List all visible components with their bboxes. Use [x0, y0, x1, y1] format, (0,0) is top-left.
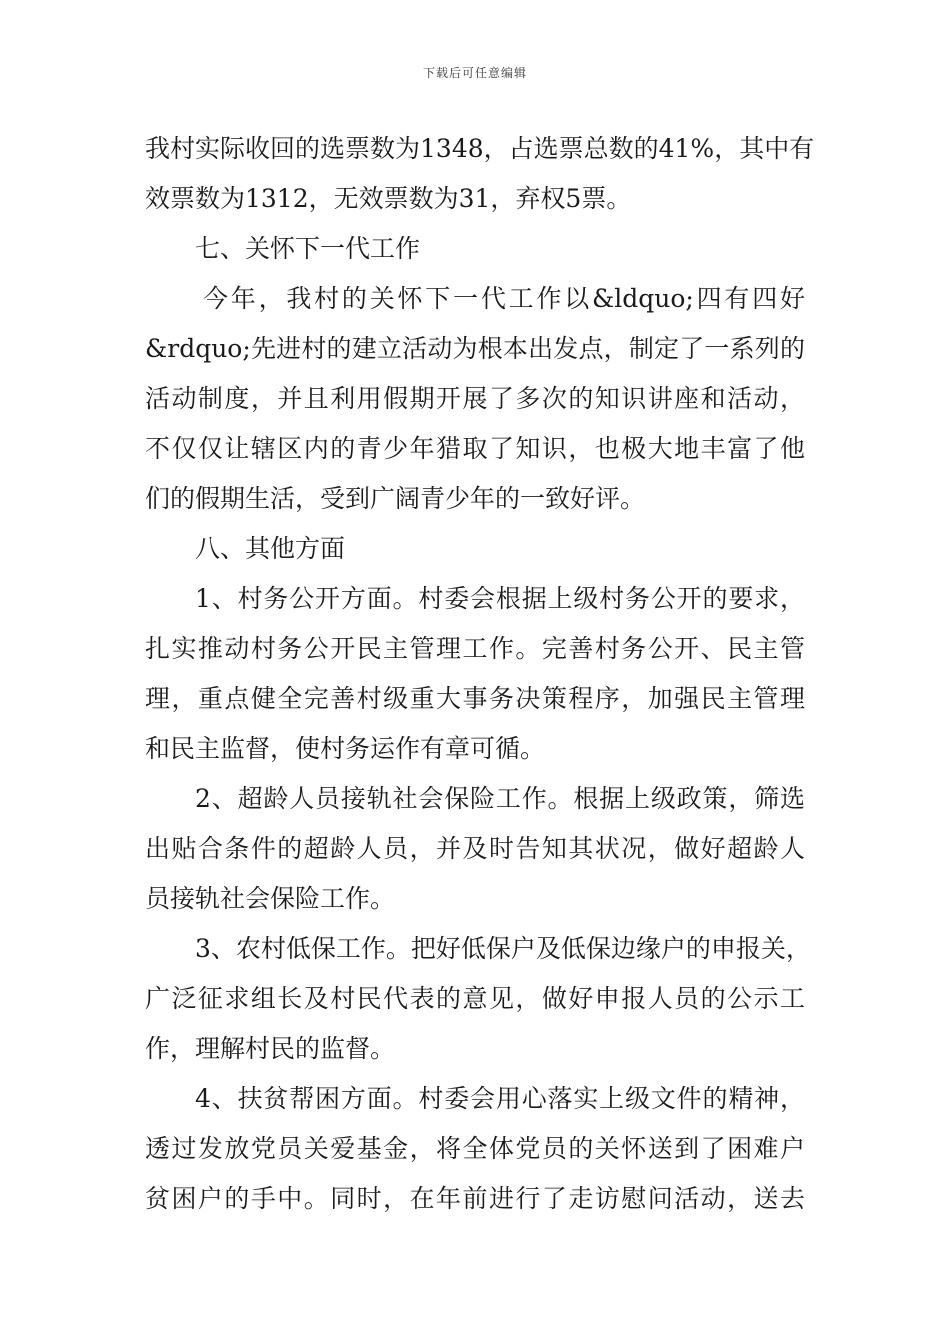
paragraph-line: 1、村务公开方面。村委会根据上级村务公开的要求，: [195, 584, 805, 613]
paragraph-line: 出贴合条件的超龄人员，并及时告知其状况，做好超龄人: [145, 834, 805, 863]
paragraph-line: 今年，我村的关怀下一代工作以&ldquo;四有四好: [203, 284, 805, 313]
paragraph-line: 理，重点健全完善村级重大事务决策程序，加强民主管理: [145, 684, 805, 713]
paragraph-line: &rdquo;先进村的建立活动为根本出发点，制定了一系列的: [145, 334, 805, 363]
paragraph-line: 员接轨社会保险工作。: [145, 884, 396, 913]
page-header-note: 下载后可任意编辑: [422, 66, 527, 80]
paragraph-line: 2、超龄人员接轨社会保险工作。根据上级政策，筛选: [195, 784, 805, 813]
section-heading: 七、关怀下一代工作: [195, 234, 421, 263]
document-body: [145, 124, 815, 1224]
paragraph-line: 3、农村低保工作。把好低保户及低保边缘户的申报关，: [195, 934, 811, 963]
paragraph-line: 广泛征求组长及村民代表的意见，做好申报人员的公示工: [145, 984, 805, 1013]
paragraph-line: 不仅仅让辖区内的青少年猎取了知识，也极大地丰富了他: [145, 434, 805, 463]
paragraph-line: 们的假期生活，受到广阔青少年的一致好评。: [145, 484, 646, 513]
paragraph-line: 和民主监督，使村务运作有章可循。: [145, 734, 546, 763]
paragraph-line: 活动制度，并且利用假期开展了多次的知识讲座和活动，: [145, 384, 805, 413]
section-heading: 八、其他方面: [195, 534, 346, 563]
paragraph-line: 透过发放党员关爱基金，将全体党员的关怀送到了困难户: [145, 1134, 805, 1163]
paragraph-line: 作，理解村民的监督。: [145, 1034, 396, 1063]
paragraph-line: 4、扶贫帮困方面。村委会用心落实上级文件的精神，: [195, 1084, 805, 1113]
paragraph-line: 效票数为1312，无效票数为31，弃权5票。: [145, 184, 632, 213]
paragraph-line: 我村实际收回的选票数为1348，占选票总数的41%，其中有: [145, 134, 815, 163]
paragraph-line: 扎实推动村务公开民主管理工作。完善村务公开、民主管: [145, 634, 805, 663]
paragraph-line: 贫困户的手中。同时，在年前进行了走访慰问活动，送去: [145, 1184, 805, 1213]
